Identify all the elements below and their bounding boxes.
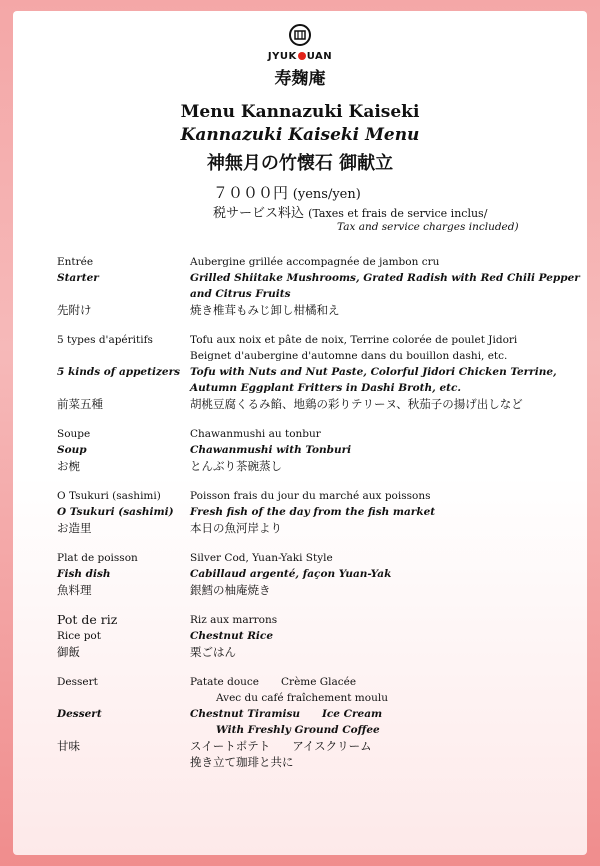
course-label-fr: O Tsukuri (sashimi) <box>57 490 161 502</box>
dessert-c-en: With Freshly Ground Coffee <box>216 724 380 736</box>
course-label-en: Soup <box>57 444 87 456</box>
course-desc-jp: 胡桃豆腐くるみ餡、地鶏の彩りテリーヌ、秋茄子の揚げ出しなど <box>190 397 523 411</box>
crest-icon <box>289 24 311 46</box>
tax-note-en: Tax and service charges included) <box>337 221 519 233</box>
course-desc-jp: 栗ごはん <box>190 645 236 659</box>
brand-name: JYUK UAN <box>267 51 333 62</box>
course-desc-en: Chawanmushi with Tonburi <box>190 444 352 456</box>
course-label-en: Dessert <box>57 708 102 720</box>
price <box>213 182 361 203</box>
course-desc-en: Chestnut Rice <box>190 630 273 642</box>
course-label-en: Rice pot <box>57 630 101 642</box>
course-desc-en: Fresh fish of the day from the fish market <box>190 506 436 518</box>
dessert-a-fr: Patate douce <box>190 676 260 688</box>
price-amount: ７０００円 <box>213 184 289 202</box>
course-label-fr: Pot de riz <box>57 612 118 627</box>
title-jp: 神無月の竹懐石 御献立 <box>206 153 394 174</box>
tax-note-jp: 税サービス料込 <box>213 206 305 221</box>
course-desc-en: Cabillaud argenté, façon Yuan-Yak <box>190 568 392 580</box>
course-desc-en: Autumn Eggplant Fritters in Dashi Broth, etc. <box>190 382 462 394</box>
course-desc-fr: Aubergine grillée accompagnée de jambon cru <box>190 256 440 268</box>
course-sashimi <box>57 488 587 536</box>
course-label-jp: 御飯 <box>57 645 80 659</box>
course-desc-jp: 銀鱈の柚庵焼き <box>190 583 271 597</box>
course-label-jp: 前菜五種 <box>57 397 103 411</box>
course-fish <box>57 550 587 598</box>
course-label-fr: Soupe <box>57 428 91 440</box>
course-list <box>57 254 587 784</box>
course-desc-fr: Riz aux marrons <box>190 614 278 626</box>
course-appetizers <box>57 332 587 412</box>
course-label-jp: 甘味 <box>57 739 80 753</box>
course-desc-fr: Chawanmushi au tonbur <box>190 428 321 440</box>
course-dessert <box>57 674 587 770</box>
course-label-fr: Plat de poisson <box>57 552 138 564</box>
dessert-b-fr: Crème Glacée <box>281 676 357 688</box>
course-label-en: Fish dish <box>57 568 111 580</box>
dessert-c-fr: Avec du café fraîchement moulu <box>216 692 388 704</box>
tax-note-fr: (Taxes et frais de service inclus/ <box>308 207 488 220</box>
tax-note <box>213 202 487 221</box>
title-en: Kannazuki Kaiseki Menu <box>180 125 420 145</box>
course-label-fr: Dessert <box>57 676 98 688</box>
dessert-a-jp: スイートポテト <box>190 739 271 753</box>
course-label-fr: 5 types d'apéritifs <box>57 334 153 346</box>
course-desc-fr: Tofu aux noix et pâte de noix, Terrine colorée de poulet Jidori <box>190 334 518 346</box>
course-label-en: Starter <box>57 272 99 284</box>
course-starter <box>57 254 587 318</box>
course-label-jp: お造里 <box>57 521 92 535</box>
course-label-jp: お椀 <box>57 459 80 473</box>
title-fr: Menu Kannazuki Kaiseki <box>180 102 420 122</box>
course-desc-jp: 焼き椎茸もみじ卸し柑橘和え <box>190 303 340 317</box>
course-desc-fr: Beignet d'aubergine d'automne dans du bouillon dashi, etc. <box>190 350 508 362</box>
course-desc-jp: 本日の魚河岸より <box>190 521 282 535</box>
dessert-b-jp: アイスクリーム <box>292 739 372 753</box>
course-desc-en: Grilled Shiitake Mushrooms, Grated Radish with Red Chili Pepper <box>190 272 580 284</box>
restaurant-logo <box>0 24 600 89</box>
course-desc-jp: とんぶり茶碗蒸し <box>190 459 282 473</box>
course-desc-fr: Poisson frais du jour du marché aux poissons <box>190 490 431 502</box>
dessert-b-en: Ice Cream <box>322 708 383 720</box>
course-label-jp: 魚料理 <box>57 583 92 597</box>
course-label-fr: Entrée <box>57 256 94 268</box>
course-rice <box>57 612 587 660</box>
price-unit: (yens/yen) <box>292 187 361 202</box>
course-desc-en: and Citrus Fruits <box>190 288 291 300</box>
dessert-a-en: Chestnut Tiramisu <box>190 708 300 720</box>
course-desc-en: Tofu with Nuts and Nut Paste, Colorful Jidori Chicken Terrine, <box>190 366 557 378</box>
dessert-c-jp: 挽き立て珈琲と共に <box>190 755 294 769</box>
menu-title <box>0 102 600 175</box>
brand-dot-icon <box>298 52 306 60</box>
course-desc-fr: Silver Cod, Yuan-Yaki Style <box>190 552 333 564</box>
course-label-en: O Tsukuri (sashimi) <box>57 506 174 518</box>
course-label-jp: 先附け <box>57 303 92 317</box>
brand-name-jp: 寿麹庵 <box>274 69 326 89</box>
course-soup <box>57 426 587 474</box>
course-label-en: 5 kinds of appetizers <box>57 366 181 378</box>
